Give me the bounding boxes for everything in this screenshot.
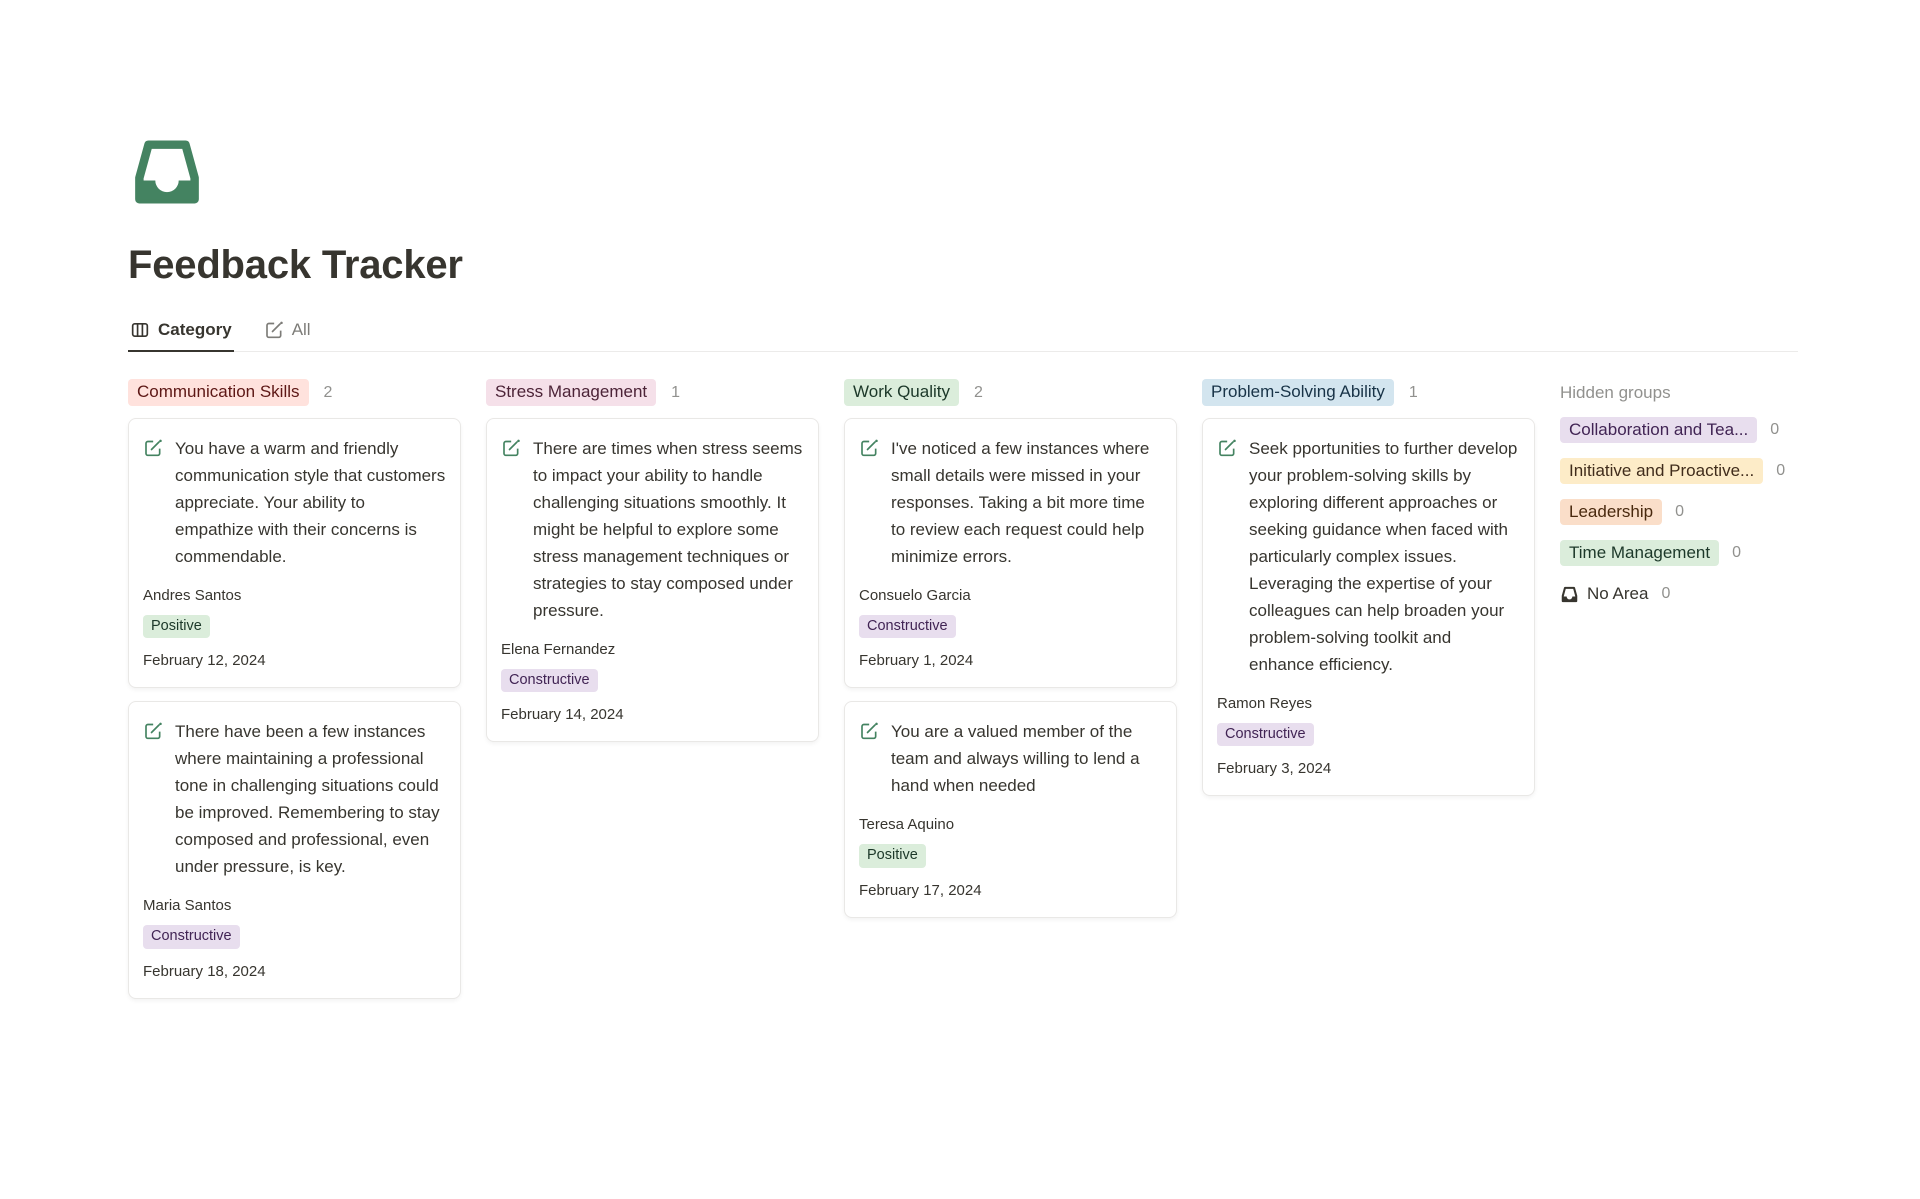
notion-page bbox=[0, 133, 1920, 1012]
hidden-group-pill[interactable]: Collaboration and Tea... bbox=[1560, 417, 1757, 444]
card-date: February 18, 2024 bbox=[143, 962, 266, 980]
card-tag-row bbox=[143, 615, 446, 639]
column-cards bbox=[844, 418, 1177, 918]
feedback-card[interactable] bbox=[486, 418, 819, 743]
board-view-icon bbox=[130, 320, 150, 340]
card-type-tag: Positive bbox=[143, 615, 210, 639]
board-column bbox=[844, 378, 1177, 931]
kanban-board bbox=[128, 378, 1920, 1012]
compose-icon bbox=[143, 721, 163, 741]
card-type-tag: Constructive bbox=[143, 925, 240, 949]
inbox-icon bbox=[1560, 585, 1579, 604]
column-count: 2 bbox=[323, 383, 333, 401]
card-feedback-text: There have been a few instances where maintaining a professional tone in challenging situations could be improved. Remembering to stay composed and professional, even under pressure, is key. bbox=[175, 722, 440, 877]
column-title-pill[interactable]: Work Quality bbox=[844, 379, 959, 406]
column-header[interactable] bbox=[1202, 378, 1535, 408]
column-count: 1 bbox=[1408, 383, 1418, 401]
card-author: Ramon Reyes bbox=[1217, 694, 1313, 712]
card-feedback-text: Seek pportunities to further develop your problem-solving skills by exploring different approaches or seeking guidance when faced with particularly complex issues. Leveraging the expertise of your colleagues can help broaden your problem-solving toolkit and enhance efficiency. bbox=[1249, 438, 1518, 674]
hidden-group-count: 0 bbox=[1770, 421, 1780, 438]
card-date: February 3, 2024 bbox=[1217, 760, 1332, 778]
column-cards bbox=[128, 418, 461, 999]
column-header[interactable] bbox=[128, 378, 461, 408]
column-header[interactable] bbox=[486, 378, 819, 408]
column-title-pill[interactable]: Stress Management bbox=[486, 379, 656, 406]
hidden-group-pill[interactable]: Time Management bbox=[1560, 540, 1719, 567]
hidden-group-row[interactable] bbox=[1560, 539, 1840, 568]
hidden-group-label[interactable]: No Area bbox=[1560, 584, 1648, 604]
card-date: February 17, 2024 bbox=[859, 881, 982, 899]
hidden-group-row[interactable] bbox=[1560, 498, 1840, 527]
column-title-pill[interactable]: Communication Skills bbox=[128, 379, 309, 406]
tab-category[interactable] bbox=[128, 316, 234, 352]
card-author: Elena Fernandez bbox=[501, 640, 616, 658]
tab-all[interactable] bbox=[262, 316, 313, 352]
feedback-card[interactable] bbox=[1202, 418, 1535, 797]
hidden-group-row[interactable] bbox=[1560, 457, 1840, 486]
card-author: Teresa Aquino bbox=[859, 816, 955, 834]
feedback-card[interactable] bbox=[844, 418, 1177, 689]
hidden-groups-section bbox=[1560, 378, 1840, 621]
hidden-group-row[interactable] bbox=[1560, 580, 1840, 609]
card-date: February 1, 2024 bbox=[859, 652, 974, 670]
column-count: 1 bbox=[671, 383, 681, 401]
board-column bbox=[1202, 378, 1535, 810]
compose-icon bbox=[859, 721, 879, 741]
compose-icon bbox=[859, 438, 879, 458]
feedback-card[interactable] bbox=[128, 701, 461, 999]
hidden-group-count: 0 bbox=[1661, 585, 1671, 602]
hidden-group-pill[interactable]: Initiative and Proactive... bbox=[1560, 458, 1763, 485]
column-cards bbox=[486, 418, 819, 743]
tab-category-label: Category bbox=[158, 320, 232, 339]
inbox-icon[interactable] bbox=[128, 133, 206, 211]
column-header[interactable] bbox=[844, 378, 1177, 408]
hidden-groups-list bbox=[1560, 416, 1840, 609]
compose-icon bbox=[1217, 438, 1237, 458]
card-type-tag: Positive bbox=[859, 844, 926, 868]
card-tag-row bbox=[143, 925, 446, 949]
column-cards bbox=[1202, 418, 1535, 797]
card-tag-row bbox=[1217, 723, 1520, 747]
card-date: February 14, 2024 bbox=[501, 706, 624, 724]
hidden-group-count: 0 bbox=[1776, 462, 1786, 479]
column-count: 2 bbox=[974, 383, 983, 401]
card-feedback-text: You are a valued member of the team and always willing to lend a hand when needed bbox=[891, 722, 1140, 796]
tab-all-label: All bbox=[291, 320, 311, 339]
board-column bbox=[486, 378, 819, 756]
card-feedback-text: There are times when stress seems to impact your ability to handle challenging situations smoothly. It might be helpful to explore some stress management techniques or strategies to stay composed under pressure. bbox=[533, 438, 803, 620]
card-author: Maria Santos bbox=[143, 897, 232, 915]
compose-icon bbox=[501, 438, 521, 458]
feedback-card[interactable] bbox=[128, 418, 461, 689]
card-feedback-text: You have a warm and friendly communication style that customers appreciate. Your ability to empathize with their concerns is commendable. bbox=[175, 438, 446, 566]
page-title: Feedback Tracker bbox=[128, 243, 463, 287]
view-tabs bbox=[128, 316, 1798, 352]
card-type-tag: Constructive bbox=[859, 615, 956, 639]
card-tag-row bbox=[501, 669, 804, 693]
column-title-pill[interactable]: Problem-Solving Ability bbox=[1202, 379, 1394, 406]
card-type-tag: Constructive bbox=[1217, 723, 1314, 747]
card-author: Consuelo Garcia bbox=[859, 586, 971, 604]
card-date: February 12, 2024 bbox=[143, 652, 266, 670]
hidden-group-count: 0 bbox=[1732, 544, 1742, 561]
hidden-group-row[interactable] bbox=[1560, 416, 1840, 445]
card-tag-row bbox=[859, 615, 1162, 639]
compose-icon bbox=[143, 438, 163, 458]
compose-icon bbox=[264, 320, 284, 340]
card-type-tag: Constructive bbox=[501, 669, 598, 693]
hidden-groups-heading: Hidden groups bbox=[1560, 382, 1671, 402]
board-column bbox=[128, 378, 461, 1012]
hidden-group-pill[interactable]: Leadership bbox=[1560, 499, 1662, 526]
card-author: Andres Santos bbox=[143, 586, 242, 604]
card-tag-row bbox=[859, 844, 1162, 868]
hidden-group-count: 0 bbox=[1675, 503, 1685, 520]
card-feedback-text: I've noticed a few instances where small details were missed in your responses. Taking a bit more time to review each request could help minimize errors. bbox=[891, 438, 1150, 566]
feedback-card[interactable] bbox=[844, 701, 1177, 918]
